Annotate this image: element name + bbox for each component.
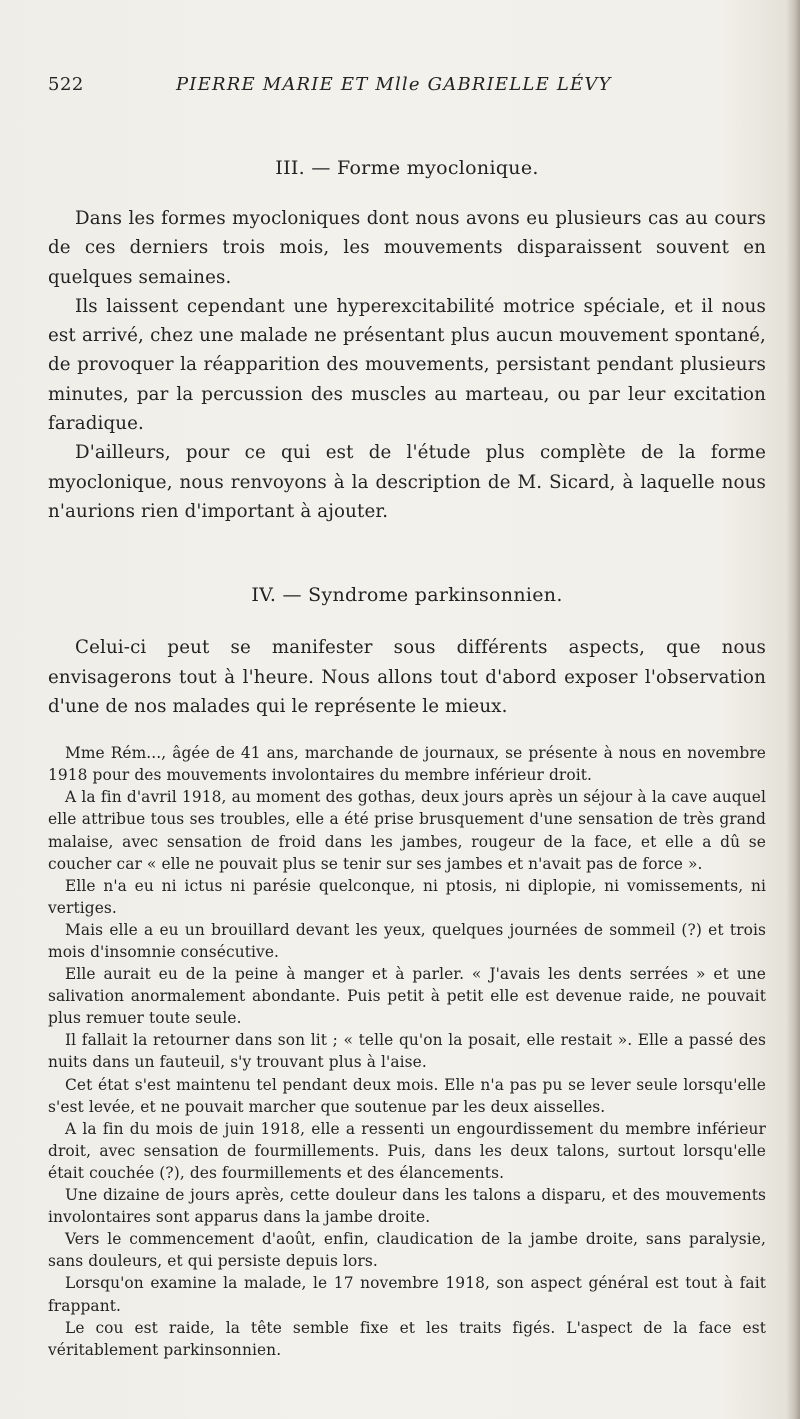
- page-content: [48, 157, 766, 1361]
- section-heading-4: IV. — Syndrome parkinsonnien.: [251, 584, 563, 607]
- section-3-body: [48, 204, 766, 526]
- running-head: PIERRE MARIE ET Mlle GABRIELLE LÉVY: [176, 74, 612, 95]
- page-edge-shadow: [786, 0, 800, 1419]
- observation-paragraph: A la fin d'avril 1918, au moment des gothas, deux jours après un séjour à la cave auquel elle attribue tous ses troubles, elle a été prise brusquement d'une sensation de très grand malaise, avec sensation de froid dans les jambes, rougeur de la face, et elle a dû se coucher car « elle ne pouvait plus se tenir sur ses jambes et n'avait pas de force ».: [48, 788, 766, 873]
- observation-paragraph: Elle n'a eu ni ictus ni parésie quelconque, ni ptosis, ni diplopie, ni vomissements, ni vertiges.: [48, 876, 766, 917]
- page-header: [48, 74, 748, 102]
- observation-paragraph: Cet état s'est maintenu tel pendant deux mois. Elle n'a pas pu se lever seule lorsqu'elle s'est levée, et ne pouvait marcher que soutenue par les deux aisselles.: [48, 1075, 766, 1116]
- paragraph: Dans les formes myocloniques dont nous avons eu plusieurs cas au cours de ces derniers trois mois, les mouvements disparaissent souvent en quelques semaines.: [48, 208, 766, 288]
- paragraph: D'ailleurs, pour ce qui est de l'étude plus complète de la forme myoclonique, nous renvoyons à la description de M. Sicard, à laquelle nous n'aurions rien d'important à ajouter.: [48, 442, 766, 522]
- page-number: 522: [48, 74, 84, 95]
- observation-paragraph: Lorsqu'on examine la malade, le 17 novembre 1918, son aspect général est tout à fait frappant.: [48, 1274, 766, 1315]
- observation-paragraph: Mme Rém..., âgée de 41 ans, marchande de journaux, se présente à nous en novembre 1918 pour des mouvements involontaires du membre inférieur droit.: [48, 744, 766, 785]
- observation-paragraph: Le cou est raide, la tête semble fixe et les traits figés. L'aspect de la face est véritablement parkinsonnien.: [48, 1318, 766, 1359]
- observation-paragraph: Il fallait la retourner dans son lit ; « telle qu'on la posait, elle restait ». Elle a passé des nuits dans un fauteuil, s'y trouvant plus à l'aise.: [48, 1031, 766, 1072]
- observation-paragraph: A la fin du mois de juin 1918, elle a ressenti un engourdissement du membre inférieur droit, avec sensation de fourmillements. Puis, dans les deux talons, surtout lorsqu'elle était couchée (?), des fourmillements et des élancements.: [48, 1119, 766, 1182]
- observation-paragraph: Vers le commencement d'août, enfin, claudication de la jambe droite, sans paralysie, sans douleurs, et qui persiste depuis lors.: [48, 1230, 766, 1271]
- section-heading-3: III. — Forme myoclonique.: [275, 157, 539, 179]
- observation-paragraph: Elle aurait eu de la peine à manger et à parler. « J'avais les dents serrées » et une salivation anormalement abondante. Puis petit à petit elle est devenue raide, ne pouvait plus remuer toute seule.: [48, 965, 766, 1028]
- observation-paragraph: Une dizaine de jours après, cette douleur dans les talons a disparu, et des mouvements involontaires sont apparus dans la jambe droite.: [48, 1186, 766, 1227]
- observation-block: [48, 742, 766, 1361]
- observation-paragraph: Mais elle a eu un brouillard devant les yeux, quelques journées de sommeil (?) et trois mois d'insomnie consécutive.: [48, 920, 766, 961]
- section-4-intro: [48, 633, 766, 721]
- paragraph: Celui-ci peut se manifester sous différents aspects, que nous envisagerons tout à l'heure. Nous allons tout d'abord exposer l'observation d'une de nos malades qui le représente le mieux.: [48, 637, 766, 717]
- paragraph: Ils laissent cependant une hyperexcitabilité motrice spéciale, et il nous est arrivé, chez une malade ne présentant plus aucun mouvement spontané, de provoquer la réapparition des mouvements, persistant pendant plusieurs minutes, par la percussion des muscles au marteau, ou par leur excitation faradique.: [48, 295, 766, 435]
